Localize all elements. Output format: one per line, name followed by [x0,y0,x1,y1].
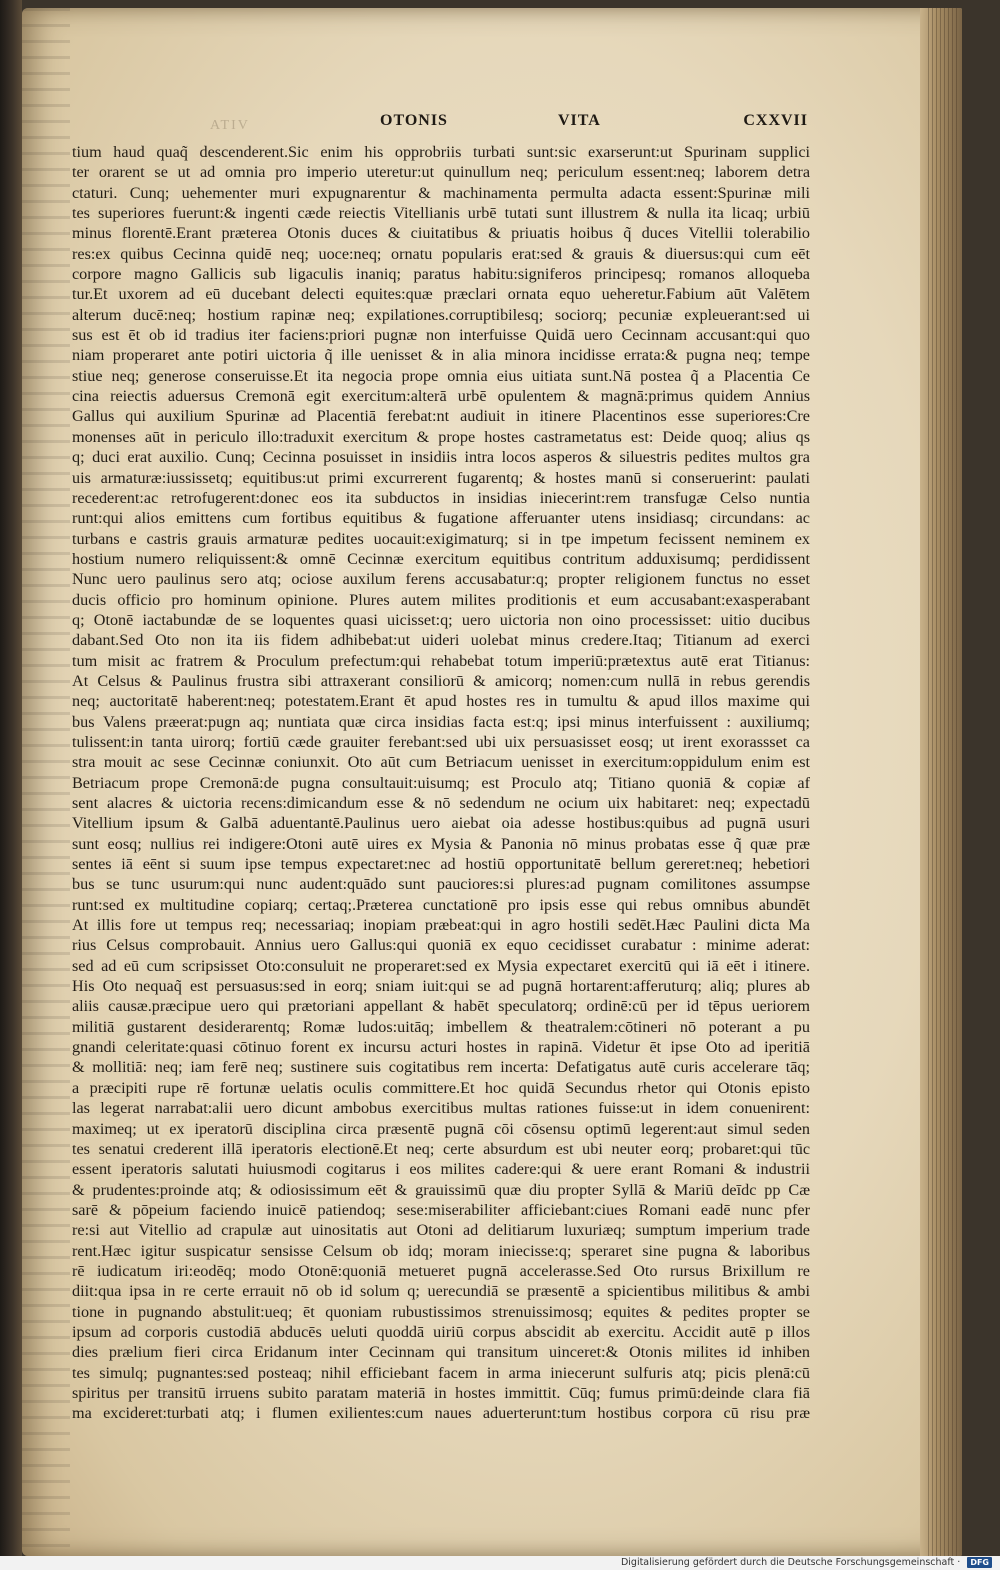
folio-number: CXXVII [743,112,808,129]
text-line: bus Valens præerat:pugn aq; nuntiata quæ circa insidias facta est:q; ipsi minus interfuissent : auxiliumq; [72,712,810,731]
text-line: stiue neq; generose conseruisse.Et ita negocia prope omnia eius uitiata sunt.Nā postea q̃ a Placentia Ce [72,366,810,385]
text-line: At illis fore ut tempus req; necessariaq; inopiam præbeat:qui in agro hostili sedēt.Hæc Paulini dicta Ma [72,916,810,935]
text-line: rius Celsus comprobauit. Annius uero Gallus:qui quoniā ex equo cecidisset curabatur : minime aderat: [72,936,810,955]
text-line: sunt eosq; nullius rei indigere:Otoni autē uires ex Mysia & Panonia nō minus probatas esse q̃ quæ præ [72,834,810,853]
text-line: sarē & pōpeium faciendo inuicē patiendoq; sese:miserabiliter afficiebant:ciues Romani eadē nunc pfer [72,1200,810,1219]
text-line: Gallus qui auxilium Spurinæ ad Placentiā ferebat:nt audiuit in itinere Placentinos esse superiores:Cre [72,407,810,426]
dfg-logo: DFG [967,1557,992,1568]
text-line: sentes iā eēnt si suum ipse tempus expectaret:nec ad hostiū opportunitatē bellum gereret:neq; hebetiori [72,855,810,874]
text-line: ducis officio pro hominum opinione. Plures autem milites proditionis et eum accusabant:exasperabant [72,590,810,609]
text-line: gnandi celeritate:quasi cōtinuo forent ex incursu acturi hostes in rapinā. Videtur ēt ipse Oto ad iperitiā [72,1038,810,1057]
text-line: cina reiectis aduersus Cremonā egit exercitum:alterā urbē opulentem & magnā:primus quidem Annius [72,387,810,406]
text-line: dies prælium fieri circa Eridanum inter Cecinnam qui transitum uinceret:& Otonis milites id inhiben [72,1343,810,1362]
text-line: At Celsus & Paulinus frustra sibi attraxerant consiliorū & amicorq; nomen:cum nullā in rebus gerendis [72,671,810,690]
text-line: tes superiores fuerunt:& ingenti cæde reiectis Vitellianis urbē tutati sunt illustrem & nulla ita licaq; urbiū [72,204,810,223]
text-line: & prudentes:proinde atq; & odiosissimum eēt & grauissimū quæ diu propter Syllā & Mariū deīdc pp Cæ [72,1180,810,1199]
text-line: rent.Hæc igitur suspicatur sensisse Celsum ob idq; moram iniecisse:q; speraret sine pugna & laboribus [72,1241,810,1260]
text-line: runt:sed ex multitudine copiarq; certaq;.Præterea cunctationē pro ipsis esse qui rebus omnibus abundēt [72,895,810,914]
text-line: Nunc uero paulinus sero atq; ociose auxilum ferens accusabatur:q; propter religionem functus no esset [72,570,810,589]
text-line: q; duci erat auxilio. Cunq; Cecinna posuisset in insidiis intra locos asperos & siluestris pedites multos gra [72,448,810,467]
header-title: OTONIS [380,112,448,129]
digitization-credit [621,1556,992,1570]
running-header [70,112,808,140]
text-line: hostium numero reliquissent:& omnē Cecinnæ exercitum equitibus contritum adduxisumq; perdidissent [72,549,810,568]
text-line: recederent:ac retrofugerent:donec eos ita subductos in insidias iniecerint:rem transfugæ Celso nuntia [72,488,810,507]
text-line: niam properaret ante potiri uictoria q̃ ille uenisset & in alia minora incidisse errata:& pugna neq; tempe [72,346,810,365]
text-line: alterum ducē:neq; hostium rapinæ neq; expilationes.corruptibilesq; sociorq; pecuniæ expleuerant:sed ui [72,305,810,324]
text-line: minus florentē.Erant præterea Otonis duces & ciuitatibus & priuatis hoibus q̃ duces Vitellii tolerabilio [72,224,810,243]
text-line: Vitellium ipsum & Galbā aduentantē.Paulinus uero aiebat oia adesse hostibus:quibus ad pugnā usuri [72,814,810,833]
text-line: tur.Et uxorem ad eū ducebant delecti equites:quæ præclari ornata equo ueheretur.Fabium aūt Valētem [72,285,810,304]
text-line: corpore magno Gallicis sub ligaculis inaniq; paratus habitu:signiferos principesq; romanos alloqueba [72,265,810,284]
text-line: sed ad eū cum scripsisset Oto:consuluit ne properaret:sed ex Mysia expectaret exercitū qui iā eēt i itinere. [72,956,810,975]
text-line: sent alacres & uictoria recens:dimicandum esse & nō sedendum ne ocium uix habitaret: neq; expectadū [72,794,810,812]
text-line: dabant.Sed Oto non ita iis fidem adhibebat:ut uideri uolebat minus credere.Itaq; Titianum ad exerci [72,631,810,650]
text-line: & mollitiā: neq; iam ferē neq; sustinere suis cogitatibus rem incerta: Defatigatus autē curis accelerare tāq; [72,1058,810,1077]
text-line: runt:qui alios emittens cum fortibus equitibus & fugatione afferuanter utens insidiasq; circundans: ac [72,509,810,528]
text-line: sus est ēt ob id tradius iter faciens:priori pugnæ non interfuisse Quidā uero Cecinnam accusant:qui quo [72,326,810,345]
text-line: tum misit ac fratrem & Proculum prefectum:qui rehabebat totum imperiū:prætextus autē erat Titianus: [72,651,810,670]
text-line: militiā gustarent desiderarentq; Romæ ludos:uitāq; imbellem & theatralem:cōtineri nō poterant a pu [72,1017,810,1036]
header-vita: VITA [558,112,601,129]
bleed-through-text: ATIV [210,118,250,133]
text-line: tes simulq; pugnantes:sed posteaq; nihil efficiebant facem in arma iniecerunt sulfuris atq; picis plenā:cū [72,1363,810,1382]
text-line: neq; auctoritatē haberent:neq; potestatem.Erant ēt apud hostes res in tumultu & apud illos maxime qui [72,692,810,711]
text-line: bus se tunc usurum:qui nunc audent:quādo sunt pauciores:si plures:ad pugnam comilitones assumpse [72,875,810,894]
gutter-shadow [22,8,70,1556]
text-line: re:si aut Vitellio ad crapulæ aut uinositatis aut Otoni ad delitiarum luxuriæq; sumptum imperium trade [72,1221,810,1240]
text-line: Betriacum prope Cremonā:de pugna consultauit:uisumq; est Proculo atq; Titiano quoniā & copiæ af [72,773,810,792]
text-line: monenses aūt in periculo illo:traduxit exercitum & prope hostes castrametatus est: Deide quoq; alius qs [72,427,810,446]
text-line: q; Otonē iactabundæ de se loquentes quasi uicisset:q; uero uictoria non oino processisset: uitio ducibus [72,610,810,629]
text-line: res:ex quibus Cecinna quidē neq; uoce:neq; ornatu popularis erat:sed & grauis & diuersus:qui cum eēt [72,244,810,263]
text-line: spiritus per transitū irruens subito paratam materiā in hostes immittit. Cūq; fumus primū:deinde clara fiā [72,1383,810,1402]
body-text [72,142,810,1424]
text-line: las legerat narrabat:alii uero dicunt ambobus exercitibus multas rationes fuisse:ut in idem conuenirent: [72,1099,810,1118]
text-line: tes senatui crederent illā iperatoris electionē.Et neq; certe absurdum est ubi neuter eorq; probaret:qui tūc [72,1139,810,1158]
text-line: ctaturi. Cunq; uehementer muri expugnarentur & machinamenta permulta adacta essent:Spurinæ mili [72,183,810,202]
page-stack-edge [928,8,958,1556]
credit-text: Digitalisierung gefördert durch die Deutsche Forschungsgemeinschaft · [620,1557,961,1568]
text-line: rē iudicatum iri:eodēq; modo Otonē:quoniā metueret pugnā accelerasse.Sed Oto rursus Brixillum re [72,1261,810,1280]
text-line: aliis causæ.præcipue uero qui prætoriani appellant & habēt speculatorq; ordinē:cū per id tēpus ueriorem [72,997,810,1016]
text-line: tium haud quaq̃ descenderent.Sic enim his opprobriis turbati sunt:sic exarserunt:ut Spurinam supplici [72,143,810,161]
facing-page-edge [0,0,22,1570]
text-line: His Oto nequaq̃ est persuasus:sed in eorq; sniam iuit:qui se ad pugnā hortarent:afferuturq; aliq; plures ab [72,977,810,996]
text-line: a præcipiti rupe rē fortunæ uelatis oculis committere.Et hoc quidā Secundus rhetor qui Otonis episto [72,1078,810,1097]
text-line: tione in pugnando abstulit:ueq; ēt quoniam rubustissimos strenuissimosq; equites & pedites propter se [72,1302,810,1321]
text-line: stra mouit ac sese Cecinnæ coniunxit. Oto aūt cum Betriacum uenisset in exercitum:oppidulum enim est [72,753,810,772]
text-line: ma excideret:turbati atq; i flumen exilientes:cum naues aduerterunt:tum hostibus corpora cū risu præ [72,1404,810,1423]
text-line: ter orarent se ut ad omnia pro imperio uteretur:ut quinullum neq; periculum essent:neq; laborem detra [72,163,810,182]
text-line: diit:qua ipsa in re certe errauit nō ob id solum q; uerecundiā se præsentē a spicientibus militibus & ambi [72,1282,810,1301]
text-line: tulissent:in tanta uirorq; fortiū cæde grauiter ferebant:sed ubi uix persuasisset eosq; ut irent exorassset ca [72,732,810,751]
text-line: maximeq; ut ex iperatorū disciplina circa præsentē pugnā cōi cōsensu optimū legerent:aut simul seden [72,1119,810,1138]
text-line: turbans e castris grauis armaturæ pedites uocauit:exigimaturq; si in tpe impetum fecissent neminem ex [72,529,810,548]
text-line: uis armaturæ:iussissetq; equitibus:ut primi excurrerent fugarentq; & hostes manū si conseruerint: paulati [72,468,810,487]
text-line: essent iperatoris salutati huiusmodi cogitarus i eos milites cadere:qui & uere erant Romani & industrii [72,1160,810,1179]
text-line: ipsum ad corporis custodiā abducēs ueluti quoddā uiriū corpus abscidit ab exercitu. Accidit autē p illos [72,1322,810,1341]
